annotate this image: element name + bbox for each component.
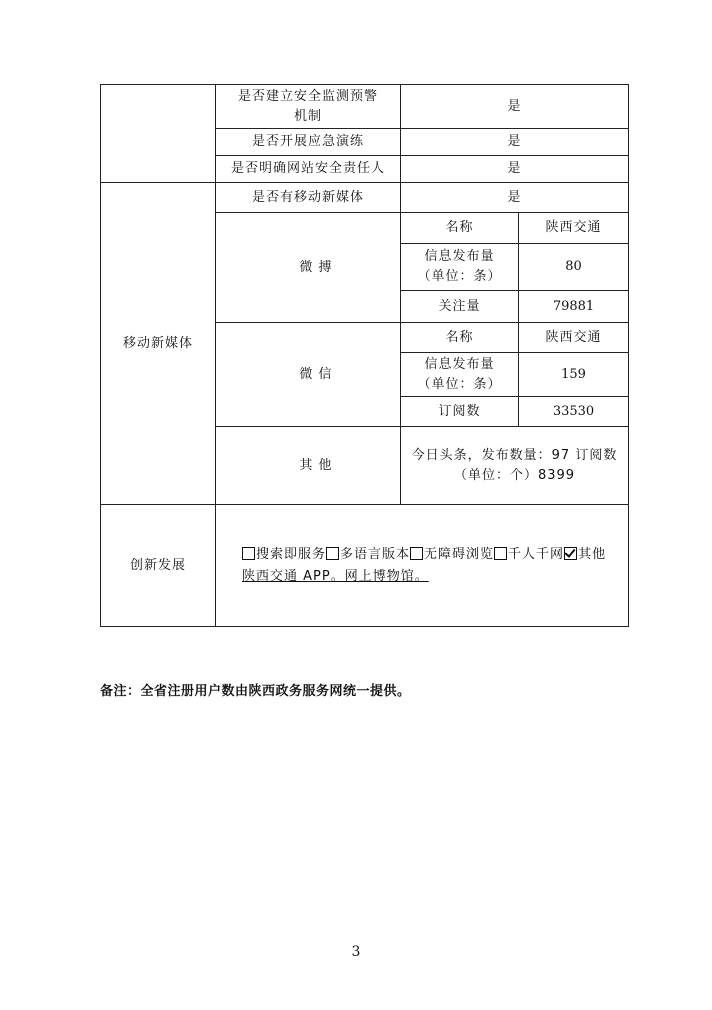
wechat-publish-value: 159 [519,353,629,397]
wechat-label: 微 信 [216,323,401,427]
option-label: 其他 [578,546,607,562]
new-media-section-label: 移动新媒体 [101,183,216,505]
security-officer-label: 是否明确网站安全责任人 [216,156,401,183]
checkbox-personalized[interactable] [494,547,507,560]
section-cell-empty [101,85,216,183]
table-row [101,85,629,129]
remark-note: 备注：全省注册用户数由陕西政务服务网统一提供。 [100,684,411,699]
has-new-media-label: 是否有移动新媒体 [216,183,401,213]
wechat-subs-value: 33530 [519,397,629,427]
security-officer-value: 是 [401,156,629,183]
option-label: 无障碍浏览 [424,546,495,562]
table-row [101,505,629,627]
wechat-subs-label: 订阅数 [401,397,519,427]
checkbox-accessibility[interactable] [410,547,423,560]
weibo-followers-value: 79881 [519,291,629,323]
weibo-name-value: 陕西交通 [519,213,629,244]
website-info-table [100,84,629,627]
innovation-options-line [242,544,618,566]
weibo-followers-label: 关注量 [401,291,519,323]
checkbox-search-service[interactable] [242,547,255,560]
table-row [101,183,629,213]
option-label: 搜索即服务 [256,546,327,562]
emergency-drill-label: 是否开展应急演练 [216,129,401,156]
other-media-label: 其 他 [216,427,401,505]
other-media-value: 今日头条，发布数量：97 订阅数 （单位：个）8399 [401,427,629,505]
weibo-publish-label: 信息发布量 （单位：条） [401,244,519,291]
option-label: 多语言版本 [340,546,411,562]
checkbox-multilingual[interactable] [326,547,339,560]
weibo-name-label: 名称 [401,213,519,244]
innovation-options [216,505,629,627]
security-monitoring-label: 是否建立安全监测预警 机制 [216,85,401,129]
emergency-drill-value: 是 [401,129,629,156]
option-label: 千人千网 [508,546,565,562]
weibo-label: 微 搏 [216,213,401,323]
checkbox-other[interactable] [564,547,577,560]
innovation-section-label: 创新发展 [101,505,216,627]
has-new-media-value: 是 [401,183,629,213]
page-number: 3 [351,944,361,960]
wechat-name-value: 陕西交通 [519,323,629,353]
wechat-publish-label: 信息发布量 （单位：条） [401,353,519,397]
innovation-other-text: 陕西交通 APP。网上博物馆。 [242,568,429,584]
security-monitoring-value: 是 [401,85,629,129]
wechat-name-label: 名称 [401,323,519,353]
weibo-publish-value: 80 [519,244,629,291]
